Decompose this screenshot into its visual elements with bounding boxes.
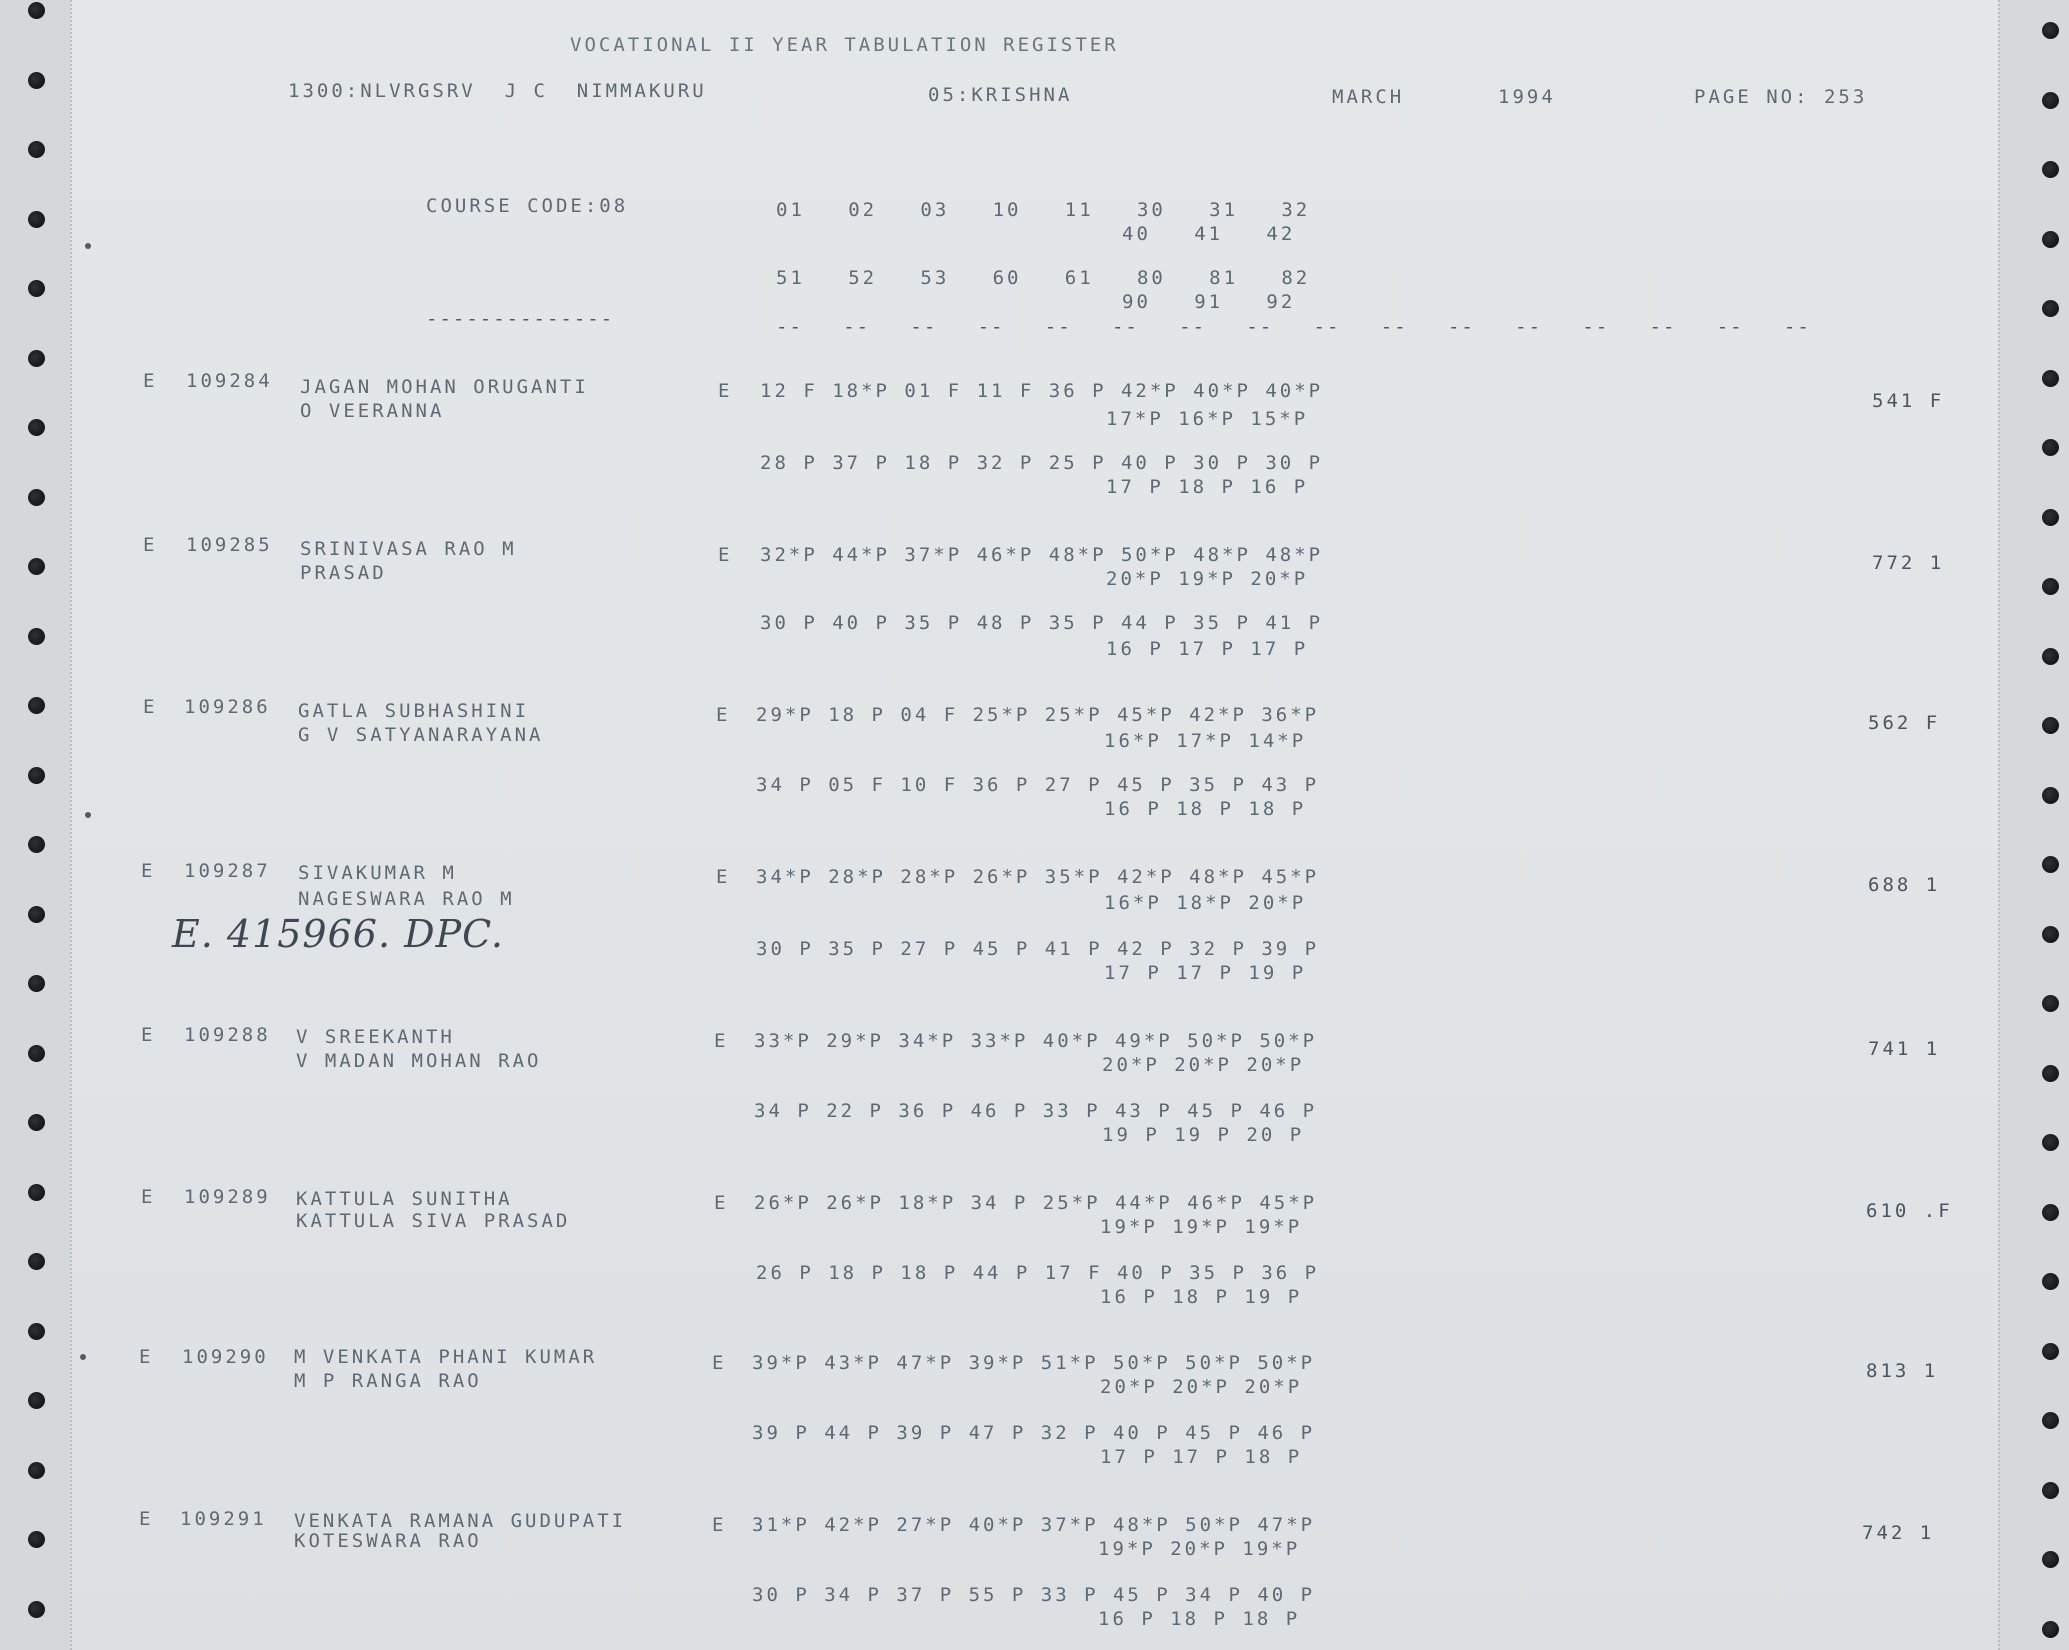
- sprocket-hole: [2042, 787, 2059, 804]
- marks-year2-sub-row: 17 P 17 P 19 P: [1104, 962, 1307, 984]
- marks-year2-sub-row: 16 P 18 P 18 P: [1104, 798, 1307, 820]
- registration-number: 109284: [186, 370, 273, 392]
- sprocket-hole: [2042, 92, 2059, 109]
- marks-year1-sub-row: 20*P 19*P 20*P: [1106, 568, 1309, 590]
- sprocket-hole: [28, 558, 45, 575]
- college-code-name: 1300:NLVRGSRV J C NIMMAKURU: [288, 80, 707, 102]
- register-title: VOCATIONAL II YEAR TABULATION REGISTER: [570, 34, 1119, 56]
- sprocket-hole: [2042, 22, 2059, 39]
- marks-year2-row: 39 P 44 P 39 P 47 P 32 P 40 P 45 P 46 P: [752, 1422, 1316, 1444]
- page-number: PAGE NO: 253: [1694, 86, 1868, 108]
- medium-code: E: [718, 380, 733, 402]
- total-and-result: 610 .F: [1866, 1200, 1953, 1222]
- sprocket-hole: [28, 350, 45, 367]
- sprocket-hole: [28, 628, 45, 645]
- marks-year1-row: 31*P 42*P 27*P 40*P 37*P 48*P 50*P 47*P: [752, 1514, 1316, 1536]
- sprocket-hole: [28, 697, 45, 714]
- marks-year1-row: 33*P 29*P 34*P 33*P 40*P 49*P 50*P 50*P: [754, 1030, 1318, 1052]
- header-divider-right: -- -- -- -- -- -- -- -- -- -- -- -- -- -- -- --: [776, 316, 1811, 338]
- medium-code: E: [712, 1514, 727, 1536]
- sprocket-hole: [2042, 578, 2059, 595]
- marks-year2-row: 28 P 37 P 18 P 32 P 25 P 40 P 30 P 30 P: [760, 452, 1324, 474]
- student-name: JAGAN MOHAN ORUGANTI: [300, 376, 589, 398]
- sprocket-hole: [28, 1045, 45, 1062]
- subject-codes-row1-sub: 40 41 42: [1122, 223, 1296, 245]
- ink-speck: [85, 812, 91, 818]
- sprocket-hole: [2042, 161, 2059, 178]
- marks-year1-row: 32*P 44*P 37*P 46*P 48*P 50*P 48*P 48*P: [760, 544, 1324, 566]
- sprocket-hole: [2042, 717, 2059, 734]
- marks-year1-sub-row: 19*P 19*P 19*P: [1100, 1216, 1303, 1238]
- registration-number: 109291: [180, 1508, 267, 1530]
- sprocket-hole: [28, 419, 45, 436]
- registration-number: 109287: [184, 860, 271, 882]
- sprocket-hole: [28, 906, 45, 923]
- sprocket-hole: [28, 1392, 45, 1409]
- handwritten-note: E. 415966. DPC.: [172, 912, 504, 956]
- marks-year1-sub-row: 16*P 17*P 14*P: [1104, 730, 1307, 752]
- subject-codes-row2: 51 52 53 60 61 80 81 82: [776, 267, 1311, 289]
- marks-year2-row: 30 P 34 P 37 P 55 P 33 P 45 P 34 P 40 P: [752, 1584, 1316, 1606]
- sprocket-hole: [28, 1601, 45, 1618]
- sprocket-hole: [2042, 231, 2059, 248]
- sprocket-hole: [28, 1114, 45, 1131]
- sprocket-hole: [28, 975, 45, 992]
- marks-year1-sub-row: 20*P 20*P 20*P: [1100, 1376, 1303, 1398]
- marks-year2-sub-row: 16 P 17 P 17 P: [1106, 638, 1309, 660]
- right-tractor-feed-strip: [1999, 0, 2069, 1650]
- marks-year2-sub-row: 17 P 17 P 18 P: [1100, 1446, 1303, 1468]
- sprocket-hole: [28, 1323, 45, 1340]
- sprocket-hole: [28, 1184, 45, 1201]
- father-name: M P RANGA RAO: [294, 1370, 482, 1392]
- student-name: VENKATA RAMANA GUDUPATI: [294, 1510, 627, 1532]
- medium-code: E: [712, 1352, 727, 1374]
- sprocket-hole: [28, 489, 45, 506]
- record-prefix: E: [143, 696, 158, 718]
- marks-year2-sub-row: 19 P 19 P 20 P: [1102, 1124, 1305, 1146]
- ink-speck: [85, 243, 91, 249]
- course-code-label: COURSE CODE:08: [426, 195, 629, 217]
- record-prefix: E: [141, 1186, 156, 1208]
- father-name: O VEERANNA: [300, 400, 445, 422]
- medium-code: E: [716, 866, 731, 888]
- father-name: G V SATYANARAYANA: [298, 724, 544, 746]
- sprocket-hole: [28, 1462, 45, 1479]
- sprocket-hole: [2042, 370, 2059, 387]
- record-prefix: E: [141, 1024, 156, 1046]
- sprocket-hole: [2042, 1204, 2059, 1221]
- record-prefix: E: [141, 860, 156, 882]
- sprocket-hole: [2042, 509, 2059, 526]
- total-and-result: 772 1: [1872, 552, 1945, 574]
- student-name: SIVAKUMAR M: [298, 862, 457, 884]
- record-prefix: E: [139, 1346, 154, 1368]
- marks-year1-sub-row: 19*P 20*P 19*P: [1098, 1538, 1301, 1560]
- sprocket-hole: [2042, 995, 2059, 1012]
- record-prefix: E: [139, 1508, 154, 1530]
- sprocket-hole: [2042, 648, 2059, 665]
- header-divider-left: --------------: [426, 308, 615, 330]
- sprocket-hole: [2042, 1273, 2059, 1290]
- marks-year1-row: 29*P 18 P 04 F 25*P 25*P 45*P 42*P 36*P: [756, 704, 1320, 726]
- marks-year1-row: 34*P 28*P 28*P 26*P 35*P 42*P 48*P 45*P: [756, 866, 1320, 888]
- record-prefix: E: [143, 370, 158, 392]
- exam-year: 1994: [1498, 86, 1556, 108]
- record-prefix: E: [143, 534, 158, 556]
- sprocket-hole: [2042, 856, 2059, 873]
- subject-codes-row2-sub: 90 91 92: [1122, 291, 1296, 313]
- sprocket-hole: [28, 280, 45, 297]
- student-name: M VENKATA PHANI KUMAR: [294, 1346, 598, 1368]
- sprocket-hole: [2042, 1343, 2059, 1360]
- sprocket-hole: [28, 1253, 45, 1270]
- total-and-result: 688 1: [1868, 874, 1941, 896]
- sprocket-hole: [28, 767, 45, 784]
- sprocket-hole: [2042, 300, 2059, 317]
- marks-year1-sub-row: 17*P 16*P 15*P: [1106, 408, 1309, 430]
- ink-speck: [80, 1354, 86, 1360]
- marks-year2-row: 34 P 22 P 36 P 46 P 33 P 43 P 45 P 46 P: [754, 1100, 1318, 1122]
- registration-number: 109286: [184, 696, 271, 718]
- student-name: KATTULA SUNITHA: [296, 1188, 513, 1210]
- sprocket-hole: [2042, 1412, 2059, 1429]
- left-perforation-line: [70, 0, 72, 1650]
- marks-year2-row: 34 P 05 F 10 F 36 P 27 P 45 P 35 P 43 P: [756, 774, 1320, 796]
- sprocket-hole: [2042, 1482, 2059, 1499]
- total-and-result: 741 1: [1868, 1038, 1941, 1060]
- marks-year1-sub-row: 16*P 18*P 20*P: [1104, 892, 1307, 914]
- registration-number: 109288: [184, 1024, 271, 1046]
- marks-year1-sub-row: 20*P 20*P 20*P: [1102, 1054, 1305, 1076]
- sprocket-hole: [28, 836, 45, 853]
- father-name: V MADAN MOHAN RAO: [296, 1050, 542, 1072]
- total-and-result: 562 F: [1868, 712, 1941, 734]
- subject-codes-row1: 01 02 03 10 11 30 31 32: [776, 199, 1311, 221]
- father-name: NAGESWARA RAO M: [298, 888, 515, 910]
- father-name: KOTESWARA RAO: [294, 1530, 482, 1552]
- marks-year1-row: 26*P 26*P 18*P 34 P 25*P 44*P 46*P 45*P: [754, 1192, 1318, 1214]
- sprocket-hole: [28, 211, 45, 228]
- marks-year2-sub-row: 16 P 18 P 18 P: [1098, 1608, 1301, 1630]
- sprocket-hole: [28, 141, 45, 158]
- marks-year2-row: 26 P 18 P 18 P 44 P 17 F 40 P 35 P 36 P: [756, 1262, 1320, 1284]
- exam-month: MARCH: [1332, 86, 1405, 108]
- registration-number: 109289: [184, 1186, 271, 1208]
- sprocket-hole: [28, 1531, 45, 1548]
- marks-year2-row: 30 P 35 P 27 P 45 P 41 P 42 P 32 P 39 P: [756, 938, 1320, 960]
- sprocket-hole: [28, 2, 45, 19]
- sprocket-hole: [2042, 926, 2059, 943]
- sprocket-hole: [2042, 1065, 2059, 1082]
- total-and-result: 742 1: [1862, 1522, 1935, 1544]
- medium-code: E: [714, 1192, 729, 1214]
- medium-code: E: [714, 1030, 729, 1052]
- father-name: KATTULA SIVA PRASAD: [296, 1210, 571, 1232]
- sprocket-hole: [2042, 1551, 2059, 1568]
- marks-year2-row: 30 P 40 P 35 P 48 P 35 P 44 P 35 P 41 P: [760, 612, 1324, 634]
- total-and-result: 813 1: [1866, 1360, 1939, 1382]
- marks-year2-sub-row: 17 P 18 P 16 P: [1106, 476, 1309, 498]
- marks-year1-row: 39*P 43*P 47*P 39*P 51*P 50*P 50*P 50*P: [752, 1352, 1316, 1374]
- sprocket-hole: [2042, 439, 2059, 456]
- district-label: 05:KRISHNA: [928, 84, 1073, 106]
- sprocket-hole: [2042, 1621, 2059, 1638]
- student-name: V SREEKANTH: [296, 1026, 455, 1048]
- father-name: PRASAD: [300, 562, 387, 584]
- medium-code: E: [716, 704, 731, 726]
- marks-year2-sub-row: 16 P 18 P 19 P: [1100, 1286, 1303, 1308]
- total-and-result: 541 F: [1872, 390, 1945, 412]
- sprocket-hole: [2042, 1134, 2059, 1151]
- sprocket-hole: [28, 72, 45, 89]
- medium-code: E: [718, 544, 733, 566]
- marks-year1-row: 12 F 18*P 01 F 11 F 36 P 42*P 40*P 40*P: [760, 380, 1324, 402]
- student-name: GATLA SUBHASHINI: [298, 700, 530, 722]
- registration-number: 109285: [186, 534, 273, 556]
- right-perforation-line: [1998, 0, 2000, 1650]
- registration-number: 109290: [182, 1346, 269, 1368]
- student-name: SRINIVASA RAO M: [300, 538, 517, 560]
